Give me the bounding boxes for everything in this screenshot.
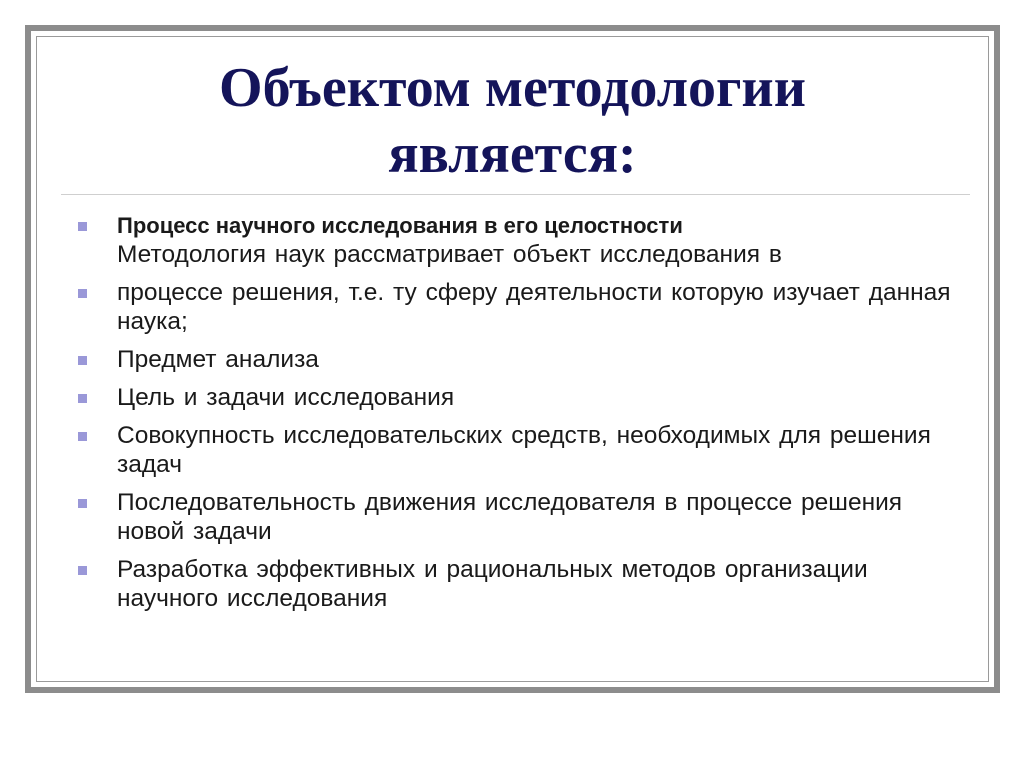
bullet-text: Разработка эффективных и рациональных методов организации научного исследования	[117, 556, 868, 612]
bullet-text: Цель и задачи исследования	[117, 384, 455, 411]
bullet-square-icon	[78, 499, 87, 508]
bullet-text: процессе решения, т.е. ту сферу деятельности которую изучает данная наука;	[117, 279, 951, 335]
bullet-item-7	[77, 555, 967, 613]
slide-content	[31, 31, 994, 687]
bullet-text: Последовательность движения исследователя в процессе решения новой задачи	[117, 489, 903, 545]
title-divider	[61, 194, 970, 195]
title-line-2: является:	[388, 123, 637, 185]
bullet-text: Методология наук рассматривает объект исследования в	[117, 241, 782, 268]
title-line-1: Объектом методологии	[219, 57, 806, 119]
bullet-item-3	[77, 345, 967, 374]
bullet-square-icon	[78, 394, 87, 403]
bullet-bold-text: Процесс научного исследования в его целостности	[117, 213, 683, 238]
bullet-square-icon	[78, 289, 87, 298]
bullet-item-4	[77, 383, 967, 412]
bullet-text: Совокупность исследовательских средств, необходимых для решения задач	[117, 422, 931, 478]
bullet-list	[77, 211, 967, 622]
bullet-square-icon	[78, 222, 87, 231]
bullet-text: Предмет анализа	[117, 346, 319, 373]
bullet-square-icon	[78, 356, 87, 365]
bullet-item-1	[77, 211, 967, 269]
bullet-item-2	[77, 278, 967, 336]
slide-frame	[25, 25, 1000, 693]
bullet-item-5	[77, 421, 967, 479]
bullet-square-icon	[78, 432, 87, 441]
slide-title	[33, 55, 992, 187]
bullet-square-icon	[78, 566, 87, 575]
bullet-item-6	[77, 488, 967, 546]
